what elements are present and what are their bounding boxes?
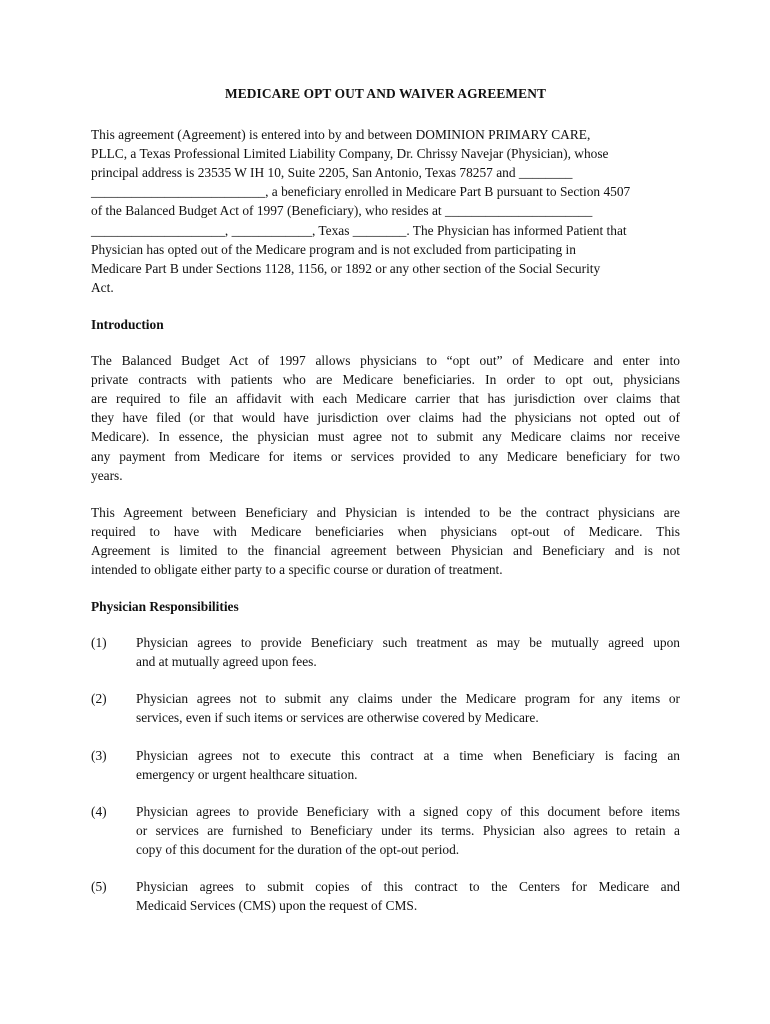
responsibility-line: Medicaid Services (CMS) upon the request of CMS. xyxy=(136,898,418,914)
agreement-line: required to have with Medicare beneficiaries when physicians opt-out of Medicare. This xyxy=(91,523,680,539)
introduction-line: any payment from Medicare for items or services provided to any Medicare beneficiary for two xyxy=(91,448,680,464)
intro-line: PLLC, a Texas Professional Limited Liability Company, Dr. Chrissy Navejar (Physician), whose xyxy=(91,146,609,162)
introduction-line: private contracts with patients who are Medicare beneficiaries. In order to opt out, physicians xyxy=(91,372,680,388)
agreement-line: This Agreement between Beneficiary and Physician is intended to be the contract physicians are xyxy=(91,504,680,520)
intro-line: Act. xyxy=(91,279,114,295)
introduction-line: they have filed (or that would have jurisdiction over claims had the physicians not opted out of xyxy=(91,410,680,426)
responsibility-text xyxy=(136,689,680,727)
responsibility-line: services, even if such items or services are otherwise covered by Medicare. xyxy=(136,710,539,726)
agreement-line: intended to obligate either party to a specific course or duration of treatment. xyxy=(91,561,503,577)
intro-line: principal address is 23535 W IH 10, Suite 2205, San Antonio, Texas 78257 and ________ xyxy=(91,165,573,181)
introduction-line: are required to file an affidavit with each Medicare carrier that has jurisdiction over claims that xyxy=(91,391,680,407)
responsibility-text xyxy=(136,633,680,671)
intro-paragraph xyxy=(91,125,680,297)
responsibility-item xyxy=(91,802,680,859)
responsibility-item xyxy=(91,689,680,727)
introduction-heading: Introduction xyxy=(91,316,164,332)
responsibility-text xyxy=(136,802,680,859)
responsibility-line: emergency or urgent healthcare situation. xyxy=(136,766,358,782)
responsibility-line: Physician agrees to provide Beneficiary such treatment as may be mutually agreed upon xyxy=(136,635,680,651)
responsibility-number: (5) xyxy=(91,879,107,894)
intro-line: __________________________, a beneficiary enrolled in Medicare Part B pursuant to Section 4507 xyxy=(91,184,631,200)
responsibility-number: (1) xyxy=(91,635,107,651)
document-title: MEDICARE OPT OUT AND WAIVER AGREEMENT xyxy=(224,86,547,101)
responsibilities-heading: Physician Responsibilities xyxy=(91,599,239,615)
responsibility-line: Physician agrees not to submit any claims under the Medicare program for any items or xyxy=(136,691,680,707)
responsibility-text xyxy=(136,877,680,915)
intro-line: ____________________, ____________, Texas ________. The Physician has informed Patient that xyxy=(91,222,627,238)
responsibility-number: (4) xyxy=(91,803,107,819)
introduction-line: Medicare). In essence, the physician must agree not to submit any Medicare claims nor receive xyxy=(91,429,680,445)
responsibility-line: Physician agrees to submit copies of this contract to the Centers for Medicare and xyxy=(136,879,680,894)
responsibility-line: Physician agrees not to execute this contract at a time when Beneficiary is facing an xyxy=(136,747,680,763)
intro-line: of the Balanced Budget Act of 1997 (Beneficiary), who resides at ______________________ xyxy=(91,203,593,219)
responsibility-line: and at mutually agreed upon fees. xyxy=(136,654,317,670)
responsibility-item xyxy=(91,746,680,784)
intro-line: Medicare Part B under Sections 1128, 1156, or 1892 or any other section of the Social Security xyxy=(91,260,601,276)
intro-line: This agreement (Agreement) is entered into by and between DOMINION PRIMARY CARE, xyxy=(91,127,591,143)
introduction-paragraph xyxy=(91,351,680,485)
responsibility-line: copy of this document for the duration of the opt-out period. xyxy=(136,841,460,857)
responsibility-number: (3) xyxy=(91,747,107,763)
responsibility-number: (2) xyxy=(91,691,107,707)
introduction-line: The Balanced Budget Act of 1997 allows physicians to “opt out” of Medicare and enter into xyxy=(91,353,680,369)
document-page xyxy=(91,84,680,933)
intro-line: Physician has opted out of the Medicare program and is not excluded from participating in xyxy=(91,241,576,257)
agreement-line: Agreement is limited to the financial agreement between Physician and Beneficiary and is not xyxy=(91,542,680,558)
responsibility-line: Physician agrees to provide Beneficiary with a signed copy of this document before items xyxy=(136,803,680,819)
agreement-paragraph xyxy=(91,503,680,579)
responsibility-item xyxy=(91,633,680,671)
introduction-line: years. xyxy=(91,467,123,483)
responsibility-text xyxy=(136,746,680,784)
responsibility-item xyxy=(91,877,680,915)
responsibility-line: or services are furnished to Beneficiary under its terms. Physician also agrees to retain a xyxy=(136,822,680,838)
